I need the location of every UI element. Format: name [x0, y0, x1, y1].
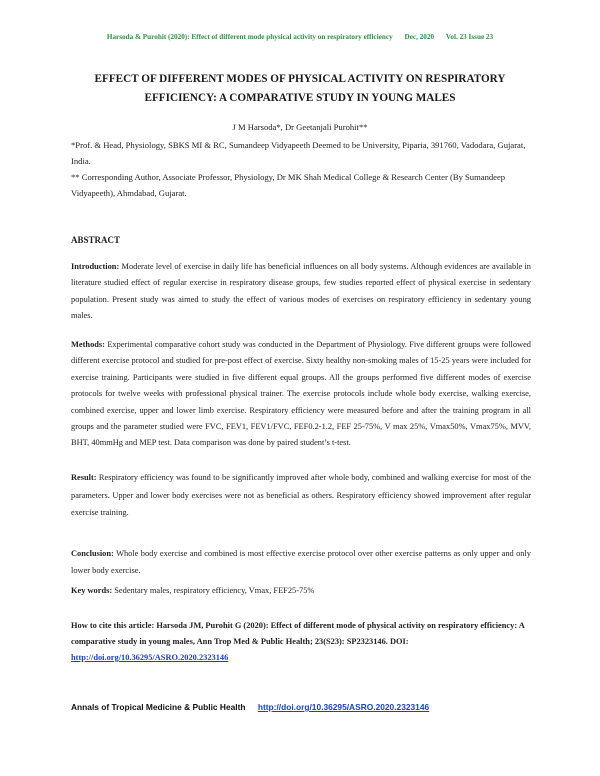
result-label: Result: [71, 473, 97, 482]
methods-paragraph [71, 337, 531, 452]
footer-doi-link[interactable]: http://doi.org/10.36295/ASRO.2020.2323146 [257, 702, 430, 712]
methods-label: Methods: [71, 340, 105, 349]
header-citation: Harsoda & Purohit (2020): Effect of different mode physical activity on respiratory efficiency [106, 33, 393, 41]
citation-doi-link[interactable]: http://doi.org/10.36295/ASRO.2020.2323146 [71, 653, 229, 662]
methods-text: Experimental comparative cohort study was conducted in the Department of Physiology. Five different groups were followed different exercise protocol and studied for pre-post effect of exercise. Sixty healthy non-smoking males of 15-25 years were included for exercise training. Participants were studied in five different equal groups. All the groups performed five different modes of exercise protocols for twelve weeks with professional physical trainer. The exercise protocols include whole body exercise, walking exercise, combined exercise, upper and lower limb exercise. Respiratory efficiency were measured before and after the training program in all groups and the parameter studied were FVC, FEV1, FEV1/FVC, FEF0.2-1.2, FEF 25-75%, V max 25%, Vmax50%, Vmax75%, MVV, BHT, 40mmHg and MEP test. Data comparison was done by paired student’s t-test. [71, 340, 531, 448]
introduction-text: Moderate level of exercise in daily life has beneficial influences on all body systems. Although evidences are available in literature studied effect of regular exercise in respiratory disease groups, few studies reported effect of physical exercise in sedentary population. Present study was aimed to study the effect of various modes of exercises on respiratory efficiency in sedentary young males. [71, 262, 531, 321]
keywords-text: Sedentary males, respiratory efficiency, Vmax, FEF25-75% [112, 586, 315, 595]
header-date: Dec, 2020 [404, 33, 435, 41]
paper-title: EFFECT OF DIFFERENT MODES OF PHYSICAL ACTIVITY ON RESPIRATORY EFFICIENCY: A COMPARATIVE STUDY IN YOUNG MALES [94, 73, 506, 104]
how-to-cite [71, 618, 531, 666]
result-paragraph [71, 469, 531, 522]
introduction-paragraph [71, 259, 531, 325]
citation-text: How to cite this article: Harsoda JM, Purohit G (2020): Effect of different mode of physical activity on respiratory efficiency: A comparative study in young males, Ann Trop Med & Public Health; 23(S23): SP2323146. DOI: [71, 621, 525, 646]
author-list: J M Harsoda*, Dr Geetanjali Purohit** [232, 122, 368, 132]
result-text: Respiratory efficiency was found to be significantly improved after whole body, combined and walking exercise for most of the parameters. Upper and lower body exercises were not as beneficial as others. Respiratory efficiency showed improvement after regular exercise training. [71, 473, 531, 517]
keywords-label: Key words: [71, 586, 113, 595]
footer-journal: Annals of Tropical Medicine & Public Health [71, 702, 246, 712]
introduction-label: Introduction: [71, 262, 120, 271]
page-footer [71, 702, 429, 712]
running-header [0, 33, 600, 41]
conclusion-label: Conclusion: [71, 549, 114, 558]
abstract-heading: ABSTRACT [71, 235, 121, 245]
conclusion-text: Whole body exercise and combined is most effective exercise protocol over other exercise patterns as only upper and only lower body exercise. [71, 549, 531, 575]
conclusion-paragraph [71, 546, 531, 580]
affiliation-2: ** Corresponding Author, Associate Professor, Physiology, Dr MK Shah Medical College & Research Center (By Sumandeep Vidyapeeth), Ahmdabad, Gujarat. [71, 172, 506, 198]
header-volume: Vol. 23 Issue 23 [445, 33, 494, 41]
keywords-paragraph [71, 583, 531, 599]
affiliation-1: *Prof. & Head, Physiology, SBKS MI & RC, Sumandeep Vidyapeeth Deemed to be University, Piparia, 391760, Vadodara, Gujarat, India. [71, 140, 526, 166]
